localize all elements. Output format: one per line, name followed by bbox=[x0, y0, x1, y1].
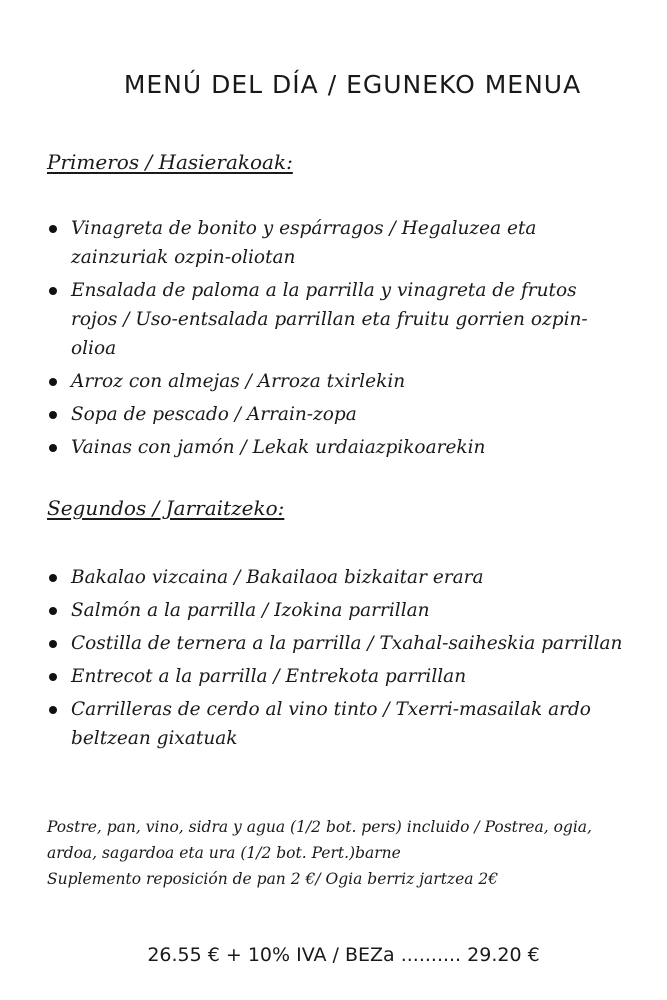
dish-name: Ensalada de paloma a la parrilla y vinagreta de frutos rojos / Uso-entsalada parrillan eta fruitu gorrien ozpin-olioa bbox=[71, 280, 588, 359]
primeros-list bbox=[47, 214, 627, 466]
dish-name: Costilla de ternera a la parrilla / Txahal-saiheskia parrillan bbox=[71, 633, 623, 654]
dish-name: Entrecot a la parrilla / Entrekota parrillan bbox=[71, 666, 467, 687]
menu-price: 26.55 € + 10% IVA / BEZa .......... 29.20 € bbox=[147, 944, 540, 966]
dish-name: Arroz con almejas / Arroza txirlekin bbox=[71, 371, 406, 392]
menu-title: MENÚ DEL DÍA / EGUNEKO MENUA bbox=[123, 70, 582, 99]
list-item bbox=[47, 276, 627, 363]
primeros-heading: Primeros / Hasierakoak: bbox=[47, 150, 293, 174]
included-note: Postre, pan, vino, sidra y agua (1/2 bot. pers) incluido / Postrea, ogia, ardoa, sagardoa eta ura (1/2 bot. Pert.)barne bbox=[47, 818, 592, 862]
bullet-icon bbox=[49, 673, 57, 681]
list-item bbox=[47, 433, 627, 462]
dish-name: Vinagreta de bonito y espárragos / Hegaluzea eta zainzuriak ozpin-oliotan bbox=[71, 218, 537, 268]
list-item bbox=[47, 662, 627, 691]
segundos-heading: Segundos / Jarraitzeko: bbox=[47, 496, 285, 520]
list-item bbox=[47, 629, 627, 658]
bullet-icon bbox=[49, 640, 57, 648]
list-item bbox=[47, 400, 627, 429]
dish-name: Sopa de pescado / Arrain-zopa bbox=[71, 404, 357, 425]
bullet-icon bbox=[49, 287, 57, 295]
dish-name: Vainas con jamón / Lekak urdaiazpikoarekin bbox=[71, 437, 486, 458]
list-item bbox=[47, 596, 627, 625]
included-notes bbox=[47, 814, 637, 892]
list-item bbox=[47, 367, 627, 396]
dish-name: Salmón a la parrilla / Izokina parrillan bbox=[71, 600, 430, 621]
bullet-icon bbox=[49, 411, 57, 419]
segundos-list bbox=[47, 563, 627, 757]
dish-name: Carrilleras de cerdo al vino tinto / Txerri-masailak ardo beltzean gixatuak bbox=[71, 699, 591, 749]
bullet-icon bbox=[49, 574, 57, 582]
list-item bbox=[47, 563, 627, 592]
list-item bbox=[47, 695, 627, 753]
list-item bbox=[47, 214, 627, 272]
bullet-icon bbox=[49, 225, 57, 233]
bullet-icon bbox=[49, 607, 57, 615]
bullet-icon bbox=[49, 378, 57, 386]
dish-name: Bakalao vizcaina / Bakailaoa bizkaitar erara bbox=[71, 567, 484, 588]
bullet-icon bbox=[49, 444, 57, 452]
bread-supplement-note: Suplemento reposición de pan 2 €/ Ogia berriz jartzea 2€ bbox=[47, 870, 499, 888]
bullet-icon bbox=[49, 706, 57, 714]
